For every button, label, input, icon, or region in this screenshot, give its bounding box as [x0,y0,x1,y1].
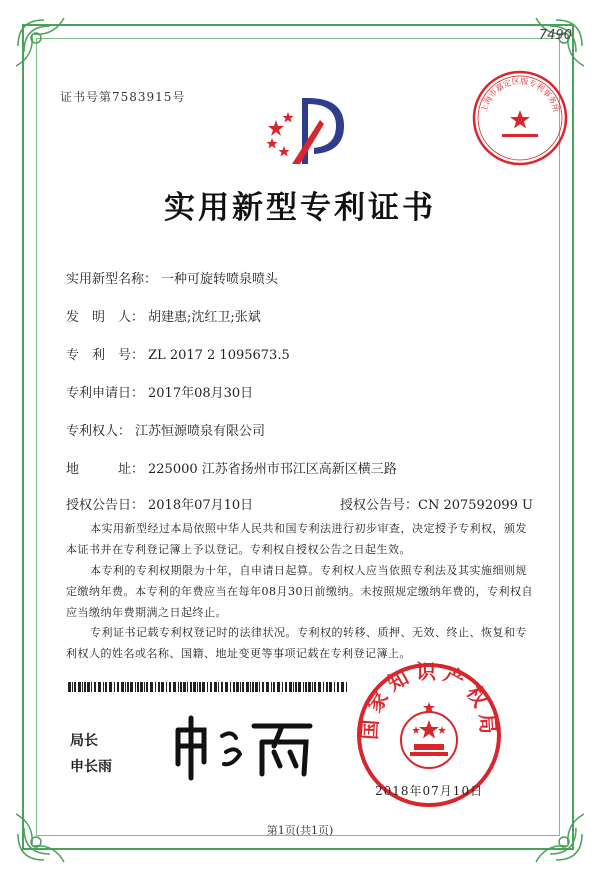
barcode-bar [161,682,164,692]
barcode-bar [199,682,201,692]
barcode-bar [273,682,275,692]
barcode-bar [137,682,139,692]
cnipa-logo-icon [262,90,358,170]
barcode-bar [230,682,231,692]
body-paragraph: 本专利的专利权期限为十年，自申请日起算。专利权人应当依照专利法及其实施细则规定缴纳年费。本专利的年费应当在每年08月30日前缴纳。未按照规定缴纳年费的，专利权自应当缴纳年费期满之日起终止。 [66,564,533,619]
agency-seal-text: 上海市嘉定区版专利事务所 [479,76,561,114]
barcode-bar [266,682,269,692]
barcode-bar [82,682,83,692]
barcode-bar [146,682,148,692]
barcode-bar [98,682,101,692]
barcode-bar [289,682,292,692]
barcode-bar [158,682,160,692]
barcode-bar [74,682,76,692]
barcode-bar [308,682,311,692]
barcode [68,682,348,692]
field-announcement-number [340,494,533,513]
field-address [66,458,397,477]
barcode-bar [282,682,283,692]
field-value: 225000 江苏省扬州市邗江区高新区横三路 [148,462,397,477]
barcode-bar [140,682,143,692]
signer-name: 申长雨 [70,759,112,775]
barcode-bar [221,682,223,692]
field-value: CN 207592099 U [418,498,533,513]
body-paragraph: 专利证书记载专利权登记时的法律状况。专利权的转移、质押、无效、终止、恢复和专利权人的姓名或名称、国籍、地址变更等事项记载在专利登记簿上。 [66,626,527,660]
barcode-bar [197,682,198,692]
barcode-bar [240,682,241,692]
barcode-bar [242,682,244,692]
field-utility-model-name [66,268,278,287]
barcode-bar [329,682,332,692]
field-label: 实用新型名称： [66,272,158,287]
barcode-bar [180,682,182,692]
field-label: 发 明 人： [66,310,145,325]
field-value: 江苏恒源喷泉有限公司 [135,424,266,439]
barcode-bar [312,682,313,692]
barcode-bar [259,682,260,692]
barcode-bar [178,682,179,692]
barcode-bar [210,682,212,692]
corner-ornament-icon [14,16,84,86]
barcode-bar [183,682,186,692]
barcode-bar [121,682,124,692]
barcode-bar [169,682,171,692]
field-label: 专 利 号： [66,348,145,363]
signer-title: 局长 [70,733,98,749]
barcode-bar [323,682,324,692]
barcode-bar [166,682,167,692]
barcode-bar [255,682,258,692]
barcode-bar [305,682,307,692]
barcode-bar [236,682,239,692]
barcode-bar [250,682,251,692]
barcode-bar [114,682,115,692]
barcode-bar [318,682,321,692]
barcode-bar [127,682,129,692]
official-seal-text: 国家知识产权局 [357,660,501,741]
barcode-bar [295,682,297,692]
certificate-title: 实用新型专利证书 [164,190,436,226]
barcode-bar [303,682,304,692]
issue-date: 2018年07月10日 [375,784,484,798]
barcode-bar [117,682,119,692]
barcode-bar [246,682,249,692]
barcode-bar [94,682,96,692]
field-filing-date [66,382,253,401]
barcode-bar [105,682,107,692]
barcode-bar [68,682,71,692]
barcode-bar [144,682,145,692]
field-label: 授权公告号： [340,498,419,513]
barcode-bar [252,682,254,692]
page-number: 第1页(共1页) [266,824,334,837]
barcode-bar [262,682,264,692]
barcode-bar [87,682,90,692]
barcode-bar [207,682,208,692]
barcode-bar [193,682,196,692]
barcode-bar [271,682,272,692]
signature [170,712,320,782]
field-label: 授权公告日： [66,498,145,513]
barcode-bar [337,682,339,692]
barcode-bar [91,682,92,692]
barcode-bar [293,682,294,692]
barcode-bar [84,682,86,692]
field-patent-number [66,344,290,363]
barcode-bar [103,682,104,692]
barcode-bar [125,682,126,692]
barcode-bar [135,682,136,692]
barcode-bar [202,682,205,692]
barcode-bar [233,682,235,692]
barcode-bar [298,682,301,692]
field-value: 2018年07月10日 [148,498,254,513]
field-patentee [66,420,265,439]
barcode-bar [277,682,280,692]
field-label: 专利权人： [66,424,132,439]
barcode-bar [285,682,287,692]
barcode-bar [173,682,176,692]
barcode-bar [314,682,316,692]
barcode-bar [150,682,153,692]
field-inventor [66,306,261,325]
barcode-bar [109,682,112,692]
certificate-number: 证书号第7583915号 [60,90,186,104]
field-grant-date [66,494,253,513]
barcode-bar [190,682,192,692]
agency-seal [468,66,572,170]
barcode-bar [214,682,217,692]
body-paragraph: 本实用新型经过本局依照中华人民共和国专利法进行初步审查，决定授予专利权，颁发本证书并在专利登记簿上予以登记。专利权自授权公告之日起生效。 [66,522,527,556]
barcode-bar [130,682,133,692]
field-value: 一种可旋转喷泉喷头 [161,272,279,287]
barcode-bar [341,682,344,692]
handwritten-note: 7490 [538,28,572,43]
field-label: 地 址： [66,462,145,477]
barcode-bar [326,682,328,692]
barcode-bar [346,682,347,692]
barcode-bar [72,682,73,692]
field-value: ZL 2017 2 1095673.5 [148,348,290,363]
barcode-bar [218,682,219,692]
field-value: 2017年08月30日 [148,386,254,401]
barcode-bar [187,682,188,692]
field-value: 胡建惠;沈红卫;张斌 [148,310,261,325]
barcode-bar [225,682,228,692]
barcode-bar [78,682,81,692]
barcode-bar [155,682,156,692]
barcode-bar [334,682,335,692]
field-label: 专利申请日： [66,386,145,401]
